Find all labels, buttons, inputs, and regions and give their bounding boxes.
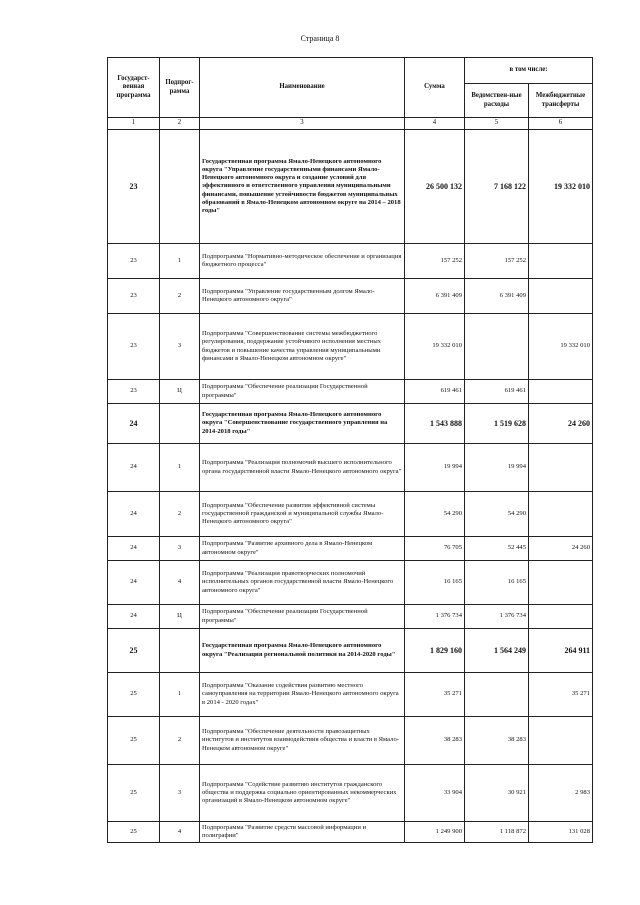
name-cell: Подпрограмма "Обеспечение реализации Государственной программы"	[200, 380, 405, 404]
program-row	[108, 629, 593, 673]
subprogram-row	[108, 380, 593, 404]
subprogram-row	[108, 444, 593, 492]
transfers-cell: 2 983	[529, 765, 593, 822]
departmental-cell: 157 252	[465, 244, 529, 279]
sum-cell: 33 904	[405, 765, 465, 822]
column-number: 2	[160, 118, 200, 130]
program-code-cell: 24	[108, 444, 160, 492]
departmental-cell	[465, 314, 529, 380]
departmental-cell: 54 290	[465, 492, 529, 537]
sum-cell: 619 461	[405, 380, 465, 404]
subprogram-code-cell: 2	[160, 279, 200, 314]
sum-cell: 1 249 900	[405, 822, 465, 843]
subprogram-code-cell: 2	[160, 492, 200, 537]
sum-cell: 1 829 160	[405, 629, 465, 673]
name-cell: Подпрограмма "Содействие развитию институтов гражданского общества и поддержка социально ориентированных некоммерческих организаций в Ямало-Ненецком автономном округе"	[200, 765, 405, 822]
subprogram-code-cell	[160, 404, 200, 444]
sum-cell: 26 500 132	[405, 130, 465, 244]
departmental-cell: 38 283	[465, 717, 529, 765]
name-cell: Подпрограмма "Развитие архивного дела в Ямало-Ненецком автономном округе"	[200, 537, 405, 561]
subprogram-row	[108, 717, 593, 765]
program-row	[108, 404, 593, 444]
sum-cell: 76 705	[405, 537, 465, 561]
name-cell: Подпрограмма "Реализация полномочий высшего исполнительного органа государственной власти Ямало-Ненецкого автономного округа"	[200, 444, 405, 492]
sum-cell: 38 283	[405, 717, 465, 765]
departmental-cell: 6 391 409	[465, 279, 529, 314]
sum-cell: 19 332 010	[405, 314, 465, 380]
departmental-cell	[465, 673, 529, 717]
departmental-cell: 1 564 249	[465, 629, 529, 673]
subprogram-code-cell: 3	[160, 537, 200, 561]
transfers-cell	[529, 244, 593, 279]
subprogram-row	[108, 561, 593, 605]
sum-cell: 1 543 888	[405, 404, 465, 444]
transfers-cell	[529, 444, 593, 492]
subprogram-code-cell: 4	[160, 822, 200, 843]
header-program: Государст-венная программа	[108, 58, 160, 118]
subprogram-code-cell: 1	[160, 244, 200, 279]
subprogram-code-cell: Ц	[160, 605, 200, 629]
transfers-cell: 131 028	[529, 822, 593, 843]
table-body	[108, 130, 593, 843]
transfers-cell: 19 332 010	[529, 130, 593, 244]
subprogram-code-cell: 3	[160, 314, 200, 380]
transfers-cell	[529, 279, 593, 314]
departmental-cell: 30 921	[465, 765, 529, 822]
program-code-cell: 25	[108, 765, 160, 822]
name-cell: Подпрограмма "Оказание содействия развитию местного самоуправления на территории Ямало-Ненецкого автономного округа в 2014 - 2020 годах"	[200, 673, 405, 717]
program-code-cell: 23	[108, 130, 160, 244]
sum-cell: 19 994	[405, 444, 465, 492]
name-cell: Государственная программа Ямало-Ненецкого автономного округа "Управление государственными финансами Ямало-Ненецкого автономного округа и создание условий для эффективного и ответственного управления муниципальными финансами, повышение устойчивости бюджетов муниципальных образований в Ямало-Ненецком автономном округе на 2014 – 2018 годы"	[200, 130, 405, 244]
program-code-cell: 23	[108, 244, 160, 279]
program-code-cell: 23	[108, 314, 160, 380]
subprogram-code-cell: 3	[160, 765, 200, 822]
subprogram-code-cell: Ц	[160, 380, 200, 404]
subprogram-row	[108, 673, 593, 717]
subprogram-row	[108, 765, 593, 822]
name-cell: Подпрограмма "Управление государственным долгом Ямало-Ненецкого автономного округа"	[200, 279, 405, 314]
program-code-cell: 25	[108, 629, 160, 673]
departmental-cell: 619 461	[465, 380, 529, 404]
program-code-cell: 25	[108, 717, 160, 765]
subprogram-code-cell: 4	[160, 561, 200, 605]
program-code-cell: 25	[108, 822, 160, 843]
transfers-cell	[529, 380, 593, 404]
departmental-cell: 1 118 872	[465, 822, 529, 843]
transfers-cell	[529, 605, 593, 629]
budget-table	[107, 57, 593, 843]
sum-cell: 16 165	[405, 561, 465, 605]
name-cell: Подпрограмма "Обеспечение реализации Государственной программы"	[200, 605, 405, 629]
departmental-cell: 16 165	[465, 561, 529, 605]
transfers-cell	[529, 717, 593, 765]
subprogram-code-cell: 1	[160, 673, 200, 717]
program-code-cell: 24	[108, 561, 160, 605]
column-number: 4	[405, 118, 465, 130]
header-including: в том числе:	[465, 58, 593, 84]
name-cell: Государственная программа Ямало-Ненецкого автономного округа "Совершенствование государственного управления на 2014-2018 годы"	[200, 404, 405, 444]
sum-cell: 6 391 409	[405, 279, 465, 314]
program-code-cell: 23	[108, 279, 160, 314]
transfers-cell	[529, 492, 593, 537]
program-code-cell: 24	[108, 492, 160, 537]
transfers-cell: 35 271	[529, 673, 593, 717]
departmental-cell: 1 519 628	[465, 404, 529, 444]
subprogram-row	[108, 279, 593, 314]
name-cell: Подпрограмма "Совершенствование системы межбюджетного регулирования, поддержание устойчивого исполнения местных бюджетов и повышение качества управления муниципальными финансами в Ямало-Ненецком автономном округе"	[200, 314, 405, 380]
transfers-cell: 24 260	[529, 537, 593, 561]
subprogram-row	[108, 822, 593, 843]
column-number: 1	[108, 118, 160, 130]
subprogram-code-cell	[160, 130, 200, 244]
subprogram-row	[108, 244, 593, 279]
program-row	[108, 130, 593, 244]
sum-cell: 35 271	[405, 673, 465, 717]
transfers-cell: 19 332 010	[529, 314, 593, 380]
departmental-cell: 52 445	[465, 537, 529, 561]
column-number: 5	[465, 118, 529, 130]
subprogram-code-cell: 1	[160, 444, 200, 492]
name-cell: Подпрограмма "Обеспечение деятельности правозащитных институтов и институтов взаимодействия общества и власти в Ямало-Ненецком автономном округе"	[200, 717, 405, 765]
name-cell: Подпрограмма "Нормативно-методическое обеспечение и организация бюджетного процесса"	[200, 244, 405, 279]
name-cell: Подпрограмма "Обеспечение развития эффективной системы государственной гражданской и муниципальной службы Ямало-Ненецкого автономного округа"	[200, 492, 405, 537]
program-code-cell: 24	[108, 605, 160, 629]
subprogram-row	[108, 605, 593, 629]
departmental-cell: 7 168 122	[465, 130, 529, 244]
header-transfers: Межбюджетные трансферты	[529, 84, 593, 118]
name-cell: Подпрограмма "Развитие средств массовой информации и полиграфии"	[200, 822, 405, 843]
departmental-cell: 19 994	[465, 444, 529, 492]
transfers-cell: 264 911	[529, 629, 593, 673]
program-code-cell: 24	[108, 404, 160, 444]
sum-cell: 157 252	[405, 244, 465, 279]
column-number-row	[108, 118, 593, 130]
transfers-cell: 24 260	[529, 404, 593, 444]
header-departmental: Ведомствен-ные расходы	[465, 84, 529, 118]
name-cell: Государственная программа Ямало-Ненецкого автономного округа "Реализация региональной политики на 2014-2020 годы"	[200, 629, 405, 673]
page-number-label: Страница 8	[300, 34, 340, 43]
header-name: Наименование	[200, 58, 405, 118]
column-number: 6	[529, 118, 593, 130]
sum-cell: 1 376 734	[405, 605, 465, 629]
program-code-cell: 23	[108, 380, 160, 404]
transfers-cell	[529, 561, 593, 605]
subprogram-code-cell	[160, 629, 200, 673]
header-sum: Сумма	[405, 58, 465, 118]
header-row	[108, 58, 593, 84]
sum-cell: 54 290	[405, 492, 465, 537]
header-subprogram: Подпрог-рамма	[160, 58, 200, 118]
subprogram-code-cell: 2	[160, 717, 200, 765]
name-cell: Подпрограмма "Реализация правотворческих полномочий исполнительных органов государственной власти Ямало-Ненецкого автономного округа"	[200, 561, 405, 605]
program-code-cell: 25	[108, 673, 160, 717]
column-number: 3	[200, 118, 405, 130]
departmental-cell: 1 376 734	[465, 605, 529, 629]
subprogram-row	[108, 314, 593, 380]
subprogram-row	[108, 492, 593, 537]
subprogram-row	[108, 537, 593, 561]
program-code-cell: 24	[108, 537, 160, 561]
